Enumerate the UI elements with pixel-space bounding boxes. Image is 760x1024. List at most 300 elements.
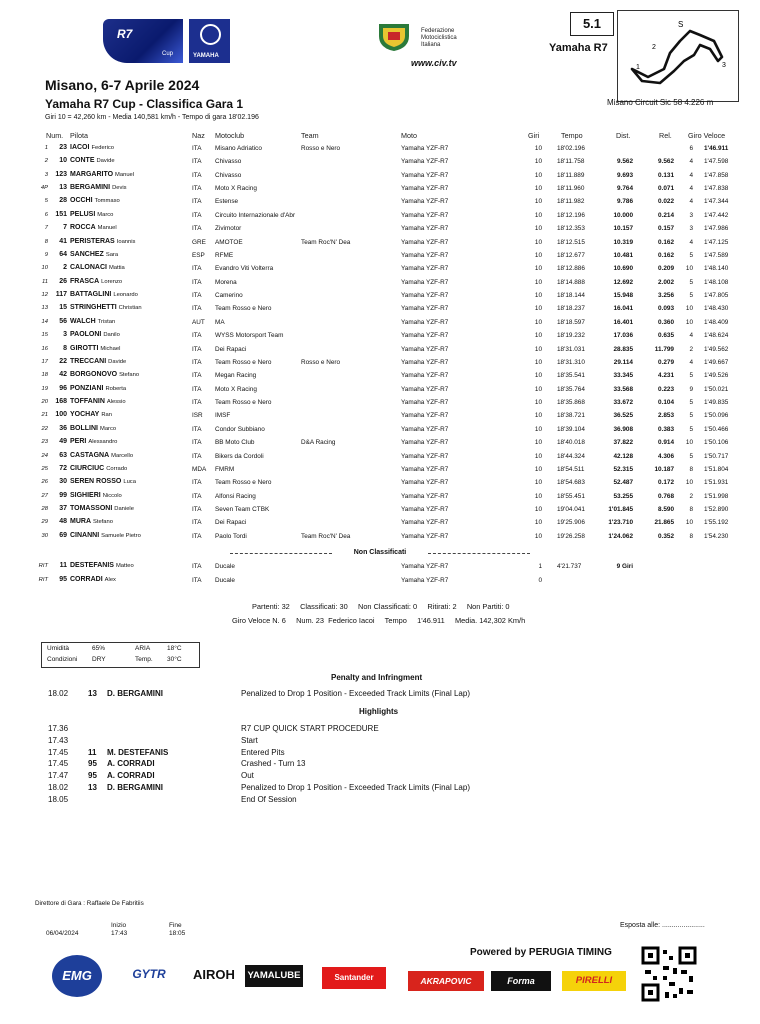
laps: 10 bbox=[534, 505, 542, 513]
fastest-lap-number: 4 bbox=[689, 171, 693, 179]
motorcycle: Yamaha YZF-R7 bbox=[401, 292, 449, 300]
laps: 10 bbox=[534, 251, 542, 259]
position: 22 bbox=[41, 425, 48, 432]
sponsor-akrapovic-logo: AKRAPOVIC bbox=[408, 971, 484, 991]
nationality: ITA bbox=[192, 439, 202, 447]
position: 19 bbox=[41, 385, 48, 392]
rider-last-name: BOLLINI bbox=[70, 424, 98, 432]
fastest-lap-number: 10 bbox=[685, 265, 693, 273]
rider-last-name: PELUSI bbox=[70, 210, 96, 218]
rider-last-name: CINANNI bbox=[70, 531, 100, 539]
rider-name bbox=[70, 398, 126, 405]
rider-first-name: Michael bbox=[100, 345, 121, 352]
sponsor-yamalube-logo: YAMALUBE bbox=[245, 965, 303, 987]
qr-code-icon bbox=[641, 946, 697, 1002]
result-row bbox=[0, 169, 760, 182]
motoclub: MA bbox=[215, 318, 225, 326]
rider-number: 37 bbox=[59, 504, 67, 512]
motorcycle: Yamaha YZF-R7 bbox=[401, 225, 449, 233]
motoclub: Team Rosso e Nero bbox=[215, 479, 272, 487]
fastest-lap-time: 1'48.409 bbox=[704, 318, 729, 326]
fastest-lap-time: 1'48.624 bbox=[704, 332, 729, 340]
rider-number: 13 bbox=[59, 184, 67, 192]
position: 5 bbox=[44, 198, 48, 205]
nationality: ITA bbox=[192, 292, 202, 300]
event-time: 18.05 bbox=[48, 794, 69, 804]
fastest-lap-time: 1'50.466 bbox=[704, 425, 729, 433]
event-time: 18.02 bbox=[48, 689, 69, 698]
gap-to-previous: 3.256 bbox=[658, 292, 674, 300]
fastest-lap-number: 10 bbox=[685, 439, 693, 447]
gap-to-previous: 9.562 bbox=[658, 158, 674, 166]
fastest-lap-number: 5 bbox=[689, 251, 693, 259]
fastest-lap-time: 1'49.667 bbox=[704, 358, 729, 366]
gap-to-previous: 0.131 bbox=[658, 171, 674, 179]
motorcycle: Yamaha YZF-R7 bbox=[401, 412, 449, 420]
rider-name bbox=[70, 576, 116, 583]
nationality: GRE bbox=[192, 238, 206, 246]
race-director: Direttore di Gara : Raffaele De Fabritiis bbox=[35, 900, 144, 907]
motorcycle: Yamaha YZF-R7 bbox=[401, 563, 449, 570]
race-time: 18'12.886 bbox=[557, 265, 585, 273]
laps: 10 bbox=[534, 465, 542, 473]
fastest-lap-time: 1'50.096 bbox=[704, 412, 729, 420]
gap-to-previous: 0.360 bbox=[658, 318, 674, 326]
col-num: Num. bbox=[46, 131, 64, 140]
rider-last-name: SANCHEZ bbox=[70, 250, 104, 258]
motorcycle: Yamaha YZF-R7 bbox=[401, 305, 449, 313]
humidity-label: Umidità bbox=[47, 645, 70, 652]
laps: 10 bbox=[534, 145, 542, 152]
result-row bbox=[0, 574, 760, 587]
rider-last-name: STRINGHETTI bbox=[70, 304, 117, 312]
col-rel: Rel. bbox=[659, 131, 672, 140]
event-time: 17.47 bbox=[48, 771, 69, 781]
motorcycle: Yamaha YZF-R7 bbox=[401, 185, 449, 193]
gap-to-previous: 2.002 bbox=[658, 278, 674, 286]
laps: 10 bbox=[534, 439, 542, 447]
laps: 10 bbox=[534, 238, 542, 246]
gap-to-leader: 36.525 bbox=[613, 412, 633, 420]
rider-number: 63 bbox=[59, 451, 67, 459]
gap-to-previous: 0.209 bbox=[658, 265, 674, 273]
rider-last-name: FRASCA bbox=[70, 277, 100, 285]
col-moto: Moto bbox=[401, 131, 417, 140]
rider-name bbox=[70, 425, 116, 432]
nationality: ITA bbox=[192, 425, 202, 433]
event-description: Entered Pits bbox=[241, 747, 285, 757]
gap-to-previous: 0.157 bbox=[658, 225, 674, 233]
gap-to-previous: 0.223 bbox=[658, 385, 674, 393]
rider-first-name: Leonardo bbox=[113, 292, 138, 299]
position: 16 bbox=[41, 345, 48, 352]
fastest-lap-time: 1'51.998 bbox=[704, 492, 729, 500]
event-rider-number: 13 bbox=[88, 689, 97, 698]
laps: 1 bbox=[538, 563, 542, 570]
nationality: MDA bbox=[192, 465, 207, 473]
fastest-lap-time: 1'47.858 bbox=[704, 171, 729, 179]
nationality: ITA bbox=[192, 265, 202, 273]
position: 17 bbox=[41, 358, 48, 365]
nationality: ITA bbox=[192, 278, 202, 286]
rider-first-name: Ioannis bbox=[116, 238, 136, 245]
fastest-lap-time: 1'47.838 bbox=[704, 185, 729, 193]
rider-name bbox=[70, 211, 113, 218]
fastest-lap-time: 1'48.430 bbox=[704, 305, 729, 313]
position: 23 bbox=[41, 439, 48, 446]
laps: 10 bbox=[534, 292, 542, 300]
fastest-lap-number: 8 bbox=[689, 505, 693, 513]
laps: 10 bbox=[534, 372, 542, 380]
result-row bbox=[0, 463, 760, 476]
rider-name bbox=[70, 238, 135, 245]
fastest-lap-number: 6 bbox=[689, 145, 693, 152]
motoclub: Moto X Racing bbox=[215, 385, 257, 393]
fastest-lap-time: 1'55.192 bbox=[704, 519, 729, 527]
posted-at: Esposta alle: ...................... bbox=[620, 922, 705, 929]
motorcycle: Yamaha YZF-R7 bbox=[401, 532, 449, 540]
gap-to-previous: 0.172 bbox=[658, 479, 674, 487]
summary-fastest-lap: Giro Veloce N. 6 Num. 23 Federico Iacoi Tempo 1'46.911 Media. 142,302 Km/h bbox=[232, 616, 526, 625]
gap-to-leader: 9.562 bbox=[617, 158, 633, 166]
result-row bbox=[0, 262, 760, 275]
rider-number: 64 bbox=[59, 250, 67, 258]
position: 13 bbox=[41, 305, 48, 312]
motoclub: BB Moto Club bbox=[215, 439, 255, 447]
laps: 10 bbox=[534, 452, 542, 460]
laps: 10 bbox=[534, 278, 542, 286]
sponsor-airoh-logo: AIROH bbox=[193, 967, 235, 982]
nationality: ESP bbox=[192, 251, 205, 259]
rider-first-name: Alessandro bbox=[88, 439, 118, 446]
event-description: R7 CUP QUICK START PROCEDURE bbox=[241, 724, 379, 733]
circuit-info: Misano Circuit Sic 58 4.226 m bbox=[607, 98, 714, 107]
fastest-lap-number: 10 bbox=[685, 479, 693, 487]
gap-to-previous: 0.635 bbox=[658, 332, 674, 340]
team: Team Roc'N' Dea bbox=[301, 532, 351, 540]
gap-to-leader: 10.000 bbox=[613, 211, 633, 219]
position: 27 bbox=[41, 492, 48, 499]
gap-to-previous: 0.022 bbox=[658, 198, 674, 206]
fastest-lap-time: 1'47.442 bbox=[704, 211, 729, 219]
motorcycle: Yamaha YZF-R7 bbox=[401, 399, 449, 407]
rider-first-name: Marco bbox=[97, 211, 114, 218]
event-description: Penalized to Drop 1 Position - Exceeded Track Limits (Final Lap) bbox=[241, 783, 470, 792]
gap-to-leader: 1'23.710 bbox=[608, 519, 633, 527]
position: 10 bbox=[41, 265, 48, 272]
gap-to-leader: 36.908 bbox=[613, 425, 633, 433]
position: 1 bbox=[44, 145, 48, 151]
result-row bbox=[0, 560, 760, 573]
motoclub: Moto X Racing bbox=[215, 185, 257, 193]
motoclub: Condor Subbiano bbox=[215, 425, 265, 433]
event-title: Yamaha R7 Cup - Classifica Gara 1 bbox=[45, 97, 244, 111]
gap-to-leader: 52.487 bbox=[613, 479, 633, 487]
rider-last-name: WALCH bbox=[70, 317, 96, 325]
nationality: ITA bbox=[192, 225, 202, 233]
event-rider-number: 13 bbox=[88, 783, 97, 792]
motorcycle: Yamaha YZF-R7 bbox=[401, 238, 449, 246]
track-turn-label: S bbox=[678, 20, 684, 29]
laps: 0 bbox=[538, 576, 542, 584]
gap-to-leader: 53.255 bbox=[613, 492, 633, 500]
fastest-lap-number: 10 bbox=[685, 305, 693, 313]
highlights-title: Highlights bbox=[359, 707, 399, 716]
result-row bbox=[0, 142, 760, 155]
humidity-value: 65% bbox=[92, 645, 106, 652]
motoclub: Evandro Viti Volterra bbox=[215, 265, 274, 273]
motoclub: Morena bbox=[215, 278, 237, 286]
fastest-lap-time: 1'48.108 bbox=[704, 278, 729, 286]
rider-number: 168 bbox=[55, 398, 67, 406]
rider-first-name: Tristan bbox=[97, 318, 116, 325]
fastest-lap-time: 1'50.021 bbox=[704, 385, 729, 393]
nationality: ITA bbox=[192, 399, 202, 407]
laps: 10 bbox=[534, 318, 542, 326]
race-time: 18'12.677 bbox=[557, 251, 585, 259]
fastest-lap-number: 2 bbox=[689, 492, 693, 500]
motoclub: Dei Rapaci bbox=[215, 345, 247, 353]
motoclub: RFME bbox=[215, 251, 234, 259]
rider-number: 41 bbox=[59, 237, 67, 245]
fastest-lap-number: 3 bbox=[689, 225, 693, 233]
rider-last-name: PERI bbox=[70, 438, 87, 446]
yamaha-logo bbox=[189, 19, 230, 63]
position: 25 bbox=[41, 465, 48, 472]
air-value: 18°C bbox=[167, 645, 182, 652]
race-time: 18'14.888 bbox=[557, 278, 585, 286]
conditions-value: DRY bbox=[92, 656, 106, 663]
position: RIT bbox=[38, 576, 48, 583]
motoclub: Team Rosso e Nero bbox=[215, 399, 272, 407]
divider-line bbox=[230, 553, 332, 554]
rider-name bbox=[70, 184, 127, 191]
rider-last-name: TRECCANI bbox=[70, 357, 107, 365]
fastest-lap-time: 1'47.589 bbox=[704, 251, 729, 259]
laps: 10 bbox=[534, 265, 542, 273]
fastest-lap-number: 3 bbox=[689, 211, 693, 219]
motorcycle: Yamaha YZF-R7 bbox=[401, 505, 449, 513]
rider-first-name: Davide bbox=[96, 158, 115, 165]
fmi-url: www.civ.tv bbox=[411, 58, 457, 68]
motorcycle: Yamaha YZF-R7 bbox=[401, 452, 449, 460]
team: Rosso e Nero bbox=[301, 145, 341, 152]
nationality: ITA bbox=[192, 505, 202, 513]
fastest-lap-number: 5 bbox=[689, 425, 693, 433]
rider-last-name: ROCCA bbox=[70, 224, 96, 232]
rider-name bbox=[70, 562, 134, 569]
race-time: 18'02.196 bbox=[557, 145, 585, 152]
col-motoclub: Motoclub bbox=[215, 131, 245, 140]
motorcycle: Yamaha YZF-R7 bbox=[401, 385, 449, 393]
track-temp-label: Temp. bbox=[135, 656, 153, 663]
gap-to-previous: 4.231 bbox=[658, 372, 674, 380]
result-row bbox=[0, 249, 760, 262]
gap-to-leader: 10.481 bbox=[613, 251, 633, 259]
gap-to-leader: 42.128 bbox=[613, 452, 633, 460]
rider-first-name: Davide bbox=[108, 358, 127, 365]
rider-number: 3 bbox=[63, 331, 67, 339]
rider-first-name: Roberta bbox=[105, 385, 127, 392]
gap-to-previous: 21.865 bbox=[654, 519, 674, 527]
event-rider-name: M. DESTEFANIS bbox=[107, 747, 169, 757]
rider-name bbox=[70, 438, 117, 445]
motorcycle: Yamaha YZF-R7 bbox=[401, 265, 449, 273]
gap-to-previous: 0.768 bbox=[658, 492, 674, 500]
rider-number: 26 bbox=[59, 277, 67, 285]
gap-to-previous: 0.214 bbox=[658, 211, 674, 219]
rider-name bbox=[70, 411, 112, 418]
rider-name bbox=[70, 197, 120, 204]
event-rider-number: 95 bbox=[88, 771, 97, 781]
race-time: 18'35.868 bbox=[557, 399, 585, 407]
rider-last-name: CONTE bbox=[70, 157, 95, 165]
gap-to-previous: 10.187 bbox=[654, 465, 674, 473]
motorcycle: Yamaha YZF-R7 bbox=[401, 465, 449, 473]
race-time: 18'44.324 bbox=[557, 452, 585, 460]
rider-last-name: MARGARITO bbox=[70, 170, 114, 178]
nationality: AUT bbox=[192, 318, 205, 326]
rider-number: 23 bbox=[59, 144, 67, 151]
gap-to-previous: 0.279 bbox=[658, 358, 674, 366]
position: 28 bbox=[41, 505, 48, 512]
gap-to-previous: 8.590 bbox=[658, 505, 674, 513]
race-time: 18'35.764 bbox=[557, 385, 585, 393]
fastest-lap-time: 1'51.804 bbox=[704, 465, 729, 473]
gap-to-leader: 17.036 bbox=[613, 332, 633, 340]
laps: 10 bbox=[534, 385, 542, 393]
laps: 10 bbox=[534, 185, 542, 193]
motorcycle: Yamaha YZF-R7 bbox=[401, 345, 449, 353]
fastest-lap-time: 1'54.230 bbox=[704, 532, 729, 540]
race-time: 18'55.451 bbox=[557, 492, 585, 500]
fastest-lap-number: 8 bbox=[689, 465, 693, 473]
col-giro-veloce: Giro Veloce bbox=[688, 131, 726, 140]
motoclub: WYSS Motorsport Team bbox=[215, 332, 284, 340]
motoclub: Ducale bbox=[215, 563, 235, 570]
motoclub: Zivimotor bbox=[215, 225, 242, 233]
sponsor-emg-logo: EMG bbox=[52, 955, 102, 997]
nationality: ITA bbox=[192, 492, 202, 500]
laps: 10 bbox=[534, 358, 542, 366]
result-row bbox=[0, 530, 760, 543]
rider-name bbox=[70, 492, 122, 499]
rider-last-name: SIGHIERI bbox=[70, 491, 101, 499]
race-time: 18'11.758 bbox=[557, 158, 585, 166]
fastest-lap-number: 5 bbox=[689, 412, 693, 420]
fastest-lap-number: 4 bbox=[689, 238, 693, 246]
result-row bbox=[0, 516, 760, 529]
race-time: 18'31.310 bbox=[557, 358, 585, 366]
motorcycle: Yamaha YZF-R7 bbox=[401, 171, 449, 179]
rider-last-name: IACOI bbox=[70, 144, 90, 151]
fastest-lap-time: 1'51.931 bbox=[704, 479, 729, 487]
laps: 10 bbox=[534, 171, 542, 179]
race-time: 18'12.196 bbox=[557, 211, 585, 219]
end-label: Fine bbox=[169, 922, 182, 929]
race-time: 19'25.906 bbox=[557, 519, 585, 527]
race-time: 19'26.258 bbox=[557, 532, 585, 540]
motoclub: Ducale bbox=[215, 576, 235, 584]
col-dist: Dist. bbox=[616, 131, 631, 140]
motoclub: Camerino bbox=[215, 292, 243, 300]
gap-to-leader: 10.157 bbox=[613, 225, 633, 233]
rider-last-name: PAOLONI bbox=[70, 331, 102, 339]
position: 11 bbox=[41, 278, 48, 285]
laps: 10 bbox=[534, 211, 542, 219]
result-row bbox=[0, 383, 760, 396]
motorcycle: Yamaha YZF-R7 bbox=[401, 145, 449, 152]
rider-last-name: CIURCIUC bbox=[70, 464, 105, 472]
result-row bbox=[0, 343, 760, 356]
result-row bbox=[0, 450, 760, 463]
col-giri: Giri bbox=[528, 131, 540, 140]
result-row bbox=[0, 289, 760, 302]
gap-to-leader: 12.692 bbox=[613, 278, 633, 286]
gap-to-leader: 9.693 bbox=[617, 171, 633, 179]
rider-number: 30 bbox=[59, 478, 67, 486]
nationality: ITA bbox=[192, 479, 202, 487]
result-row bbox=[0, 195, 760, 208]
gap-to-leader: 9 Giri bbox=[616, 563, 633, 570]
rider-first-name: Stefano bbox=[119, 372, 140, 379]
nationality: ITA bbox=[192, 145, 202, 152]
race-time: 18'40.018 bbox=[557, 439, 585, 447]
result-row bbox=[0, 222, 760, 235]
fmi-name bbox=[421, 28, 457, 49]
location-date: Misano, 6-7 Aprile 2024 bbox=[45, 77, 200, 93]
event-rider-name: D. BERGAMINI bbox=[107, 783, 163, 792]
rider-name bbox=[70, 318, 115, 325]
event-time: 17.36 bbox=[48, 724, 69, 733]
fastest-lap-number: 4 bbox=[689, 358, 693, 366]
motoclub: Paolo Tordi bbox=[215, 532, 247, 540]
rider-last-name: YOCHAY bbox=[70, 411, 100, 419]
motoclub: Team Rosso e Nero bbox=[215, 358, 272, 366]
gap-to-previous: 0.383 bbox=[658, 425, 674, 433]
gap-to-previous: 2.853 bbox=[658, 412, 674, 420]
rider-first-name: Matteo bbox=[115, 563, 134, 569]
team: Team Roc'N' Dea bbox=[301, 238, 351, 246]
gap-to-leader: 1'24.062 bbox=[608, 532, 633, 540]
motorcycle: Yamaha YZF-R7 bbox=[401, 158, 449, 166]
non-classified-label: Non Classificati bbox=[353, 549, 407, 556]
rider-number: 28 bbox=[59, 197, 67, 205]
rider-last-name: MURA bbox=[70, 518, 91, 526]
fmi-line: Motociclistica bbox=[421, 35, 457, 41]
rider-number: 100 bbox=[55, 411, 67, 419]
gap-to-leader: 33.345 bbox=[613, 372, 633, 380]
rider-number: 96 bbox=[59, 384, 67, 392]
result-row bbox=[0, 155, 760, 168]
team: Rosso e Nero bbox=[301, 358, 341, 366]
air-label: ARIA bbox=[135, 645, 151, 652]
rider-number: 7 bbox=[63, 224, 67, 232]
motoclub: Chivasso bbox=[215, 171, 242, 179]
col-team: Team bbox=[301, 131, 319, 140]
fastest-lap-number: 5 bbox=[689, 372, 693, 380]
race-time: 18'38.721 bbox=[557, 412, 585, 420]
race-time: 18'11.960 bbox=[557, 185, 585, 193]
result-row bbox=[0, 396, 760, 409]
fastest-lap-time: 1'47.805 bbox=[704, 292, 729, 300]
fastest-lap-number: 4 bbox=[689, 332, 693, 340]
class-name: Yamaha R7 bbox=[549, 42, 608, 54]
col-naz: Naz bbox=[192, 131, 205, 140]
fastest-lap-number: 10 bbox=[685, 318, 693, 326]
sponsor-pirelli-logo: PIRELLI bbox=[562, 971, 626, 991]
rider-first-name: Marco bbox=[100, 425, 117, 432]
